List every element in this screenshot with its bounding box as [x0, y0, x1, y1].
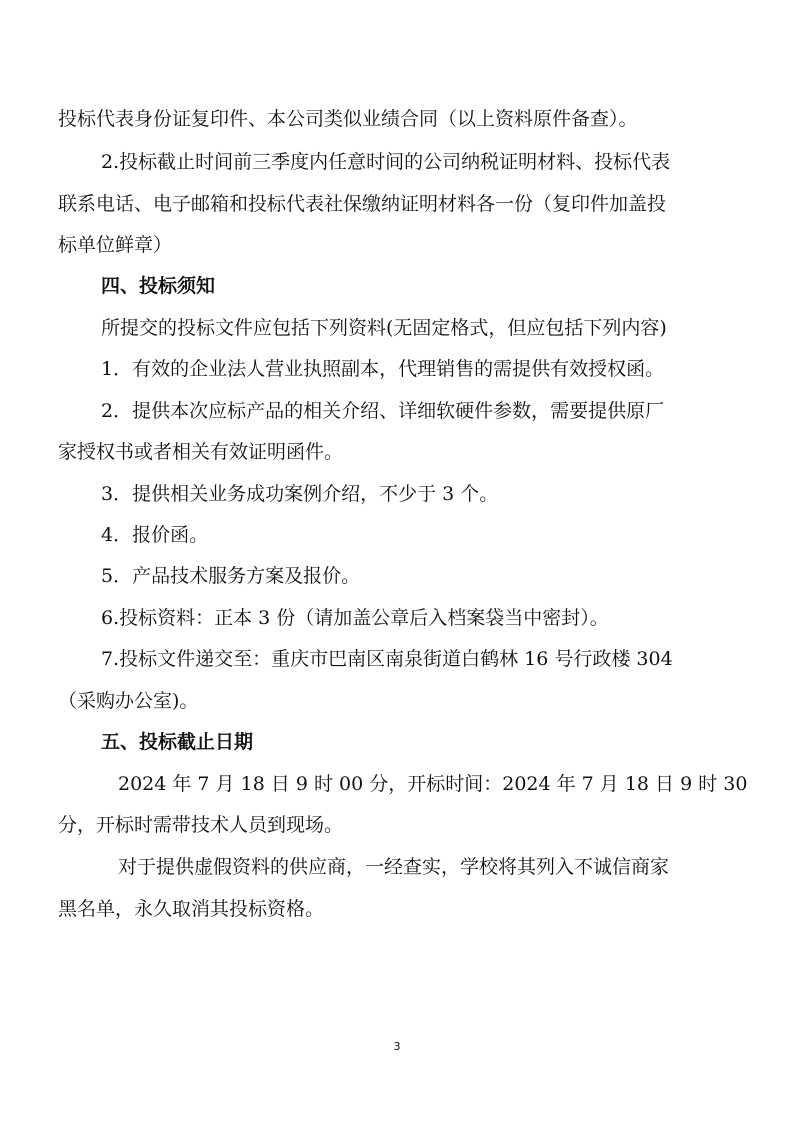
list-item: 1．有效的企业法人营业执照副本，代理销售的需提供有效授权函。: [101, 358, 665, 380]
list-item: 3．提供相关业务成功案例介绍，不少于 3 个。: [101, 483, 499, 505]
section-heading: 五、投标截止日期: [101, 731, 254, 753]
text-line: 所提交的投标文件应包括下列资料(无固定格式，但应包括下列内容): [101, 317, 667, 339]
section-heading: 四、投标须知: [101, 275, 216, 297]
text-line: 黑名单，永久取消其投标资格。: [58, 898, 325, 920]
text-line: 2.投标截止时间前三季度内任意时间的公司纳税证明材料、投标代表: [101, 151, 671, 173]
text-line: 2024 年 7 月 18 日 9 时 00 分，开标时间：2024 年 7 月 18 日 9 时 30: [118, 773, 748, 795]
list-item: 7.投标文件递交至：重庆市巴南区南泉街道白鹤林 16 号行政楼 304: [101, 648, 673, 670]
list-item: 6.投标资料：正本 3 份（请加盖公章后入档案袋当中密封）。: [101, 607, 609, 629]
text-line: 标单位鲜章）: [58, 234, 173, 256]
text-line: 联系电话、电子邮箱和投标代表社保缴纳证明材料各一份（复印件加盖投: [58, 193, 667, 215]
list-item: 5．产品技术服务方案及报价。: [101, 565, 361, 587]
text-line: 对于提供虚假资料的供应商，一经查实，学校将其列入不诚信商家: [118, 856, 670, 878]
text-line: 投标代表身份证复印件、本公司类似业绩合同（以上资料原件备查）。: [58, 108, 638, 130]
list-item: 4．报价函。: [101, 524, 209, 546]
text-line: （采购办公室)。: [58, 690, 199, 712]
text-line: 分，开标时需带技术人员到现场。: [58, 814, 344, 836]
page-number: 3: [393, 1040, 401, 1053]
list-item: 2．提供本次应标产品的相关介绍、详细软硬件参数，需要提供原厂: [101, 400, 665, 422]
text-line: 家授权书或者相关有效证明函件。: [58, 441, 344, 463]
